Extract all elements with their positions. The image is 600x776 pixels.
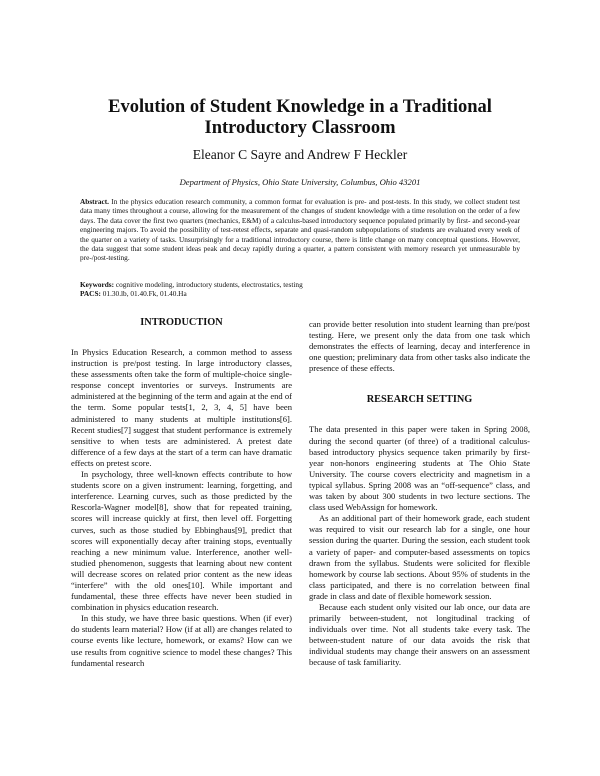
right-column [309,319,530,669]
intro-paragraph-1: In Physics Education Research, a common method to assess instruction is pre/post testing. In large introductory classes, these assessments often take the form of multiple-choice single-response concept inventories or surveys. Instruments are administered at the beginning of the term and again at the end of the term. Some popular tests[1, 2, 3, 4, 5] have been administered to many students at multiple institutions[6]. Recent studies[7] suggest that student performance is extremely sensitive to when tests are administered. A pretest date difference of a few days at the start of a term can have dramatic effects on pretest score. [71,347,292,468]
authors: Eleanor C Sayre and Andrew F Heckler [192,147,408,162]
pacs-label: PACS: [80,289,101,299]
abstract-text: In the physics education research community, a common format for evaluation is pre- and post-tests. In this study, we collect student test data many times throughout a course, allowing for the measurement of the changes of student knowledge with a time resolution on the order of a few days. The data cover the first two quarters (mechanics, E&M) of a calculus-based introductory sequence populated primarily by first- and second-year engineering majors. To avoid the possibility of test-retest effects, separate and quasi-random subpopulations of students are evaluated every week of the quarter on a variety of tasks. Unsurprisingly for a traditional introductory course, there is little change on many conceptual questions. However, the data suggest that some student ideas peak and decay rapidly during a quarter, a pattern consistent with memory research yet unmeasurable by pre-/post-testing. [80,197,521,263]
keywords-label: Keywords: [80,280,115,289]
keywords-block [80,280,520,299]
research-paragraph-1: The data presented in this paper were taken in Spring 2008, during the second quarter (of three) of a traditional calculus-based introductory physics sequence taken primarily by first-year non-honors engineering students at The Ohio State University. The course covers electricity and magnetism in a typical syllabus. Spring 2008 was an “off-sequence” class, and was taken by about 300 students in two lecture sections. The class used WebAssign for homework. [309,424,530,513]
keywords-text: cognitive modeling, introductory students, electrostatics, testing [115,280,303,289]
introduction-heading: INTRODUCTION [140,317,223,328]
left-column [71,316,292,669]
intro-paragraph-3: In this study, we have three basic questions. When (if ever) do students learn material? How (if at all) are changes related to course events like lecture, homework, or exams? How can we use results from cognitive science to model these changes? This fundamental research [71,613,292,668]
affiliation: Department of Physics, Ohio State University, Columbus, Ohio 43201 [179,177,421,187]
paper-title [60,97,540,139]
research-paragraph-3: Because each student only visited our lab once, our data are primarily between-student, not longitudinal tracking of individuals over time. Not all students take every task. The between-student nature of our data avoids the risk that individual students may change their answers on an assessment because of task familiarity. [309,601,530,668]
keywords [80,280,520,289]
pacs-text: 01.30.lb, 01.40.Fk, 01.40.Ha [102,289,187,299]
intro-paragraph-4: can provide better resolution into student learning than pre/post testing. Here, we present only the data from one task which demonstrates the effects of learning, decay and interference in one question; preliminary data from other tasks also indicate the presence of these effects. [309,319,530,374]
intro-paragraph-2: In psychology, three well-known effects contribute to how students score on a given instrument: learning, forgetting, and interference. Learning curves, such as those predicted by the Rescorla-Wagner model[8], show that for repeated training, scores will increase quickly at first, then level off. Forgetting curves, such as those studied by Ebbinghaus[9], predict that scores will exponentially decay after training stops, eventually reaching a new minimum value. Interference, another well-studied phenomenon, suggests that learning about new content will decrease scores on related prior content as the new ideas “interfere” with the old ones[10]. While important and fundamental, these three effects have never been studied in combination in physics education research. [71,469,292,613]
abstract [80,197,520,263]
research-setting-heading: RESEARCH SETTING [366,394,473,406]
abstract-label: Abstract. [80,197,109,206]
title-line-2: Introductory Classroom [204,118,396,138]
research-paragraph-2: As an additional part of their homework grade, each student was required to visit our research lab for a single, one hour session during the quarter. During the session, each student took a variety of paper- and computer-based assessments on topics drawn from the syllabus. Students were solicited for flexible homework by course lab sections. About 95% of students in the class participated, and there is no correlation between final grade in class and date of flexible homework session. [309,513,530,601]
section-gap [309,374,530,393]
title-line-1: Evolution of Student Knowledge in a Traditional [108,97,492,117]
pacs [80,289,520,298]
